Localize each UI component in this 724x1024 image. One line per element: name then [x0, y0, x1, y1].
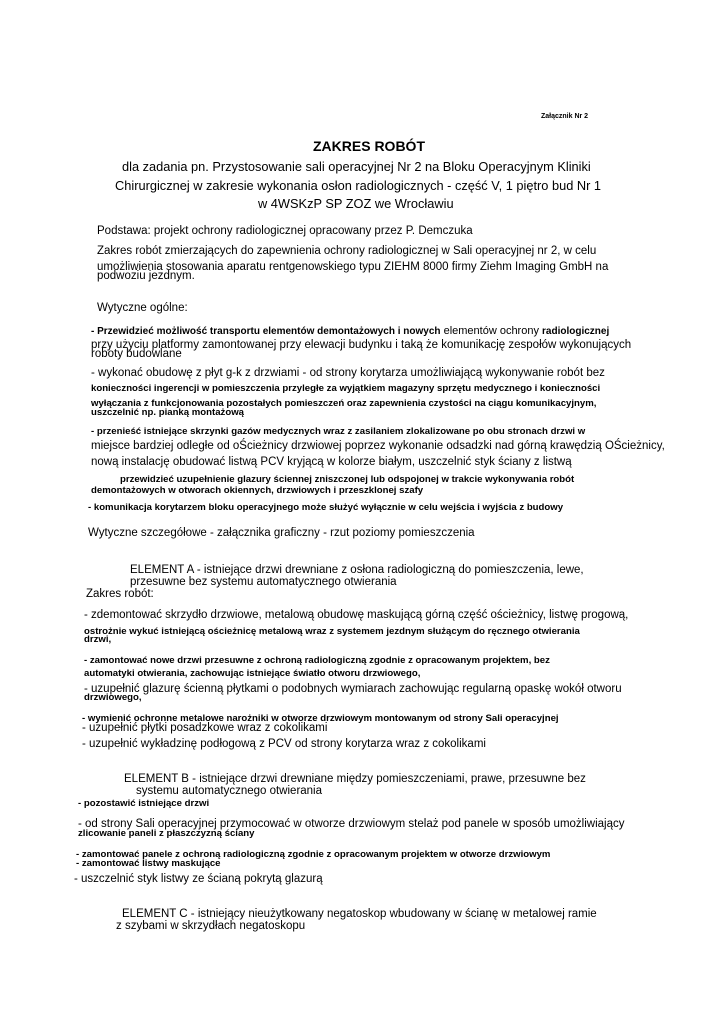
general-point-2-line-1: - wykonać obudowę z płyt g-k z drzwiami - od strony korytarza umożliwiającą wykonywanie robót bez — [91, 367, 605, 379]
element-a-item-2-line-2: drzwi, — [84, 634, 112, 645]
general-point-3-line-3: nową instalację obudować listwą PCV kryjącą w kolorze białym, uszczelnić styk ściany z listwą — [91, 456, 572, 468]
general-point-2-line-2: konieczności ingerencji w pomieszczenia przyległe za wyjątkiem magazyny sprzętu medycznego i konieczności — [91, 383, 601, 394]
element-a-item-4-line-2: drzwiowego, — [84, 692, 142, 703]
element-a-scope-label: Zakres robót: — [86, 588, 154, 600]
general-point-5: - komunikacja korytarzem bloku operacyjnego może służyć wyłącznie w celu wejścia i wyjścia z budowy — [88, 502, 564, 513]
scope-line-2: umożliwienia stosowania aparatu rentgenowskiego typu ZIEHM 8000 firmy Ziehm Imaging GmbH na — [97, 261, 609, 273]
scope-line-1: Zakres robót zmierzających do zapewnienia ochrony radiologicznej w Sali operacyjnej nr 2, w celu — [97, 245, 597, 257]
element-b-item-4: - zamontować listwy maskujące — [76, 858, 221, 869]
general-point-1-rest: elementów ochrony — [440, 325, 543, 337]
general-point-2-line-3: wyłączania z funkcjonowania pozostałych pomieszczeń oraz zapewnienia czystości na ciągu komunikacyjnym, — [91, 398, 597, 409]
document-title: ZAKRES ROBÓT — [313, 138, 425, 154]
general-point-1-bold: - Przewidzieć możliwość transportu elementów demontażowych i nowych — [91, 326, 441, 337]
element-a-item-5: - wymienić ochronne metalowe narożniki w otworze drzwiowym montowanym od strony Sali operacyjnej — [82, 713, 559, 724]
general-point-2-line-4: uszczelnić np. pianką montażową — [91, 407, 244, 418]
general-point-3-line-2: miejsce bardziej odległe od oŚcieżnicy drzwiowej poprzez wykonanie odsadzki nad górną krawędzią OŚcieżnicy, — [91, 440, 665, 452]
element-a-item-3-line-2: automatyki otwierania, zachowując istniejące światło otworu drzwiowego, — [84, 668, 421, 679]
element-c-line-1: ELEMENT C - istniejący nieużytkowany negatoskop wbudowany w ścianę w metalowej ramie — [122, 908, 597, 920]
scope-line-3: podwoziu jezdnym. — [97, 270, 195, 282]
element-b-item-3: - zamontować panele z ochroną radiologiczną zgodnie z opracowanym projektem w otworze drzwiowym — [76, 849, 551, 860]
element-a-item-1: - zdemontować skrzydło drzwiowe, metalową obudowę maskującą górną część ościeżnicy, listwę progową, — [84, 609, 629, 621]
general-point-4-line-1: przewidzieć uzupełnienie glazury ściennej zniszczonej lub odspojonej w trakcie wykonywania robót — [120, 474, 575, 485]
subtitle-line-2: Chirurgicznej w zakresie wykonania osłon radiologicznych - część V, 1 piętro bud Nr 1 — [115, 178, 602, 193]
general-point-1-line-2: przy użyciu platformy zamontowanej przy elewacji budynku i taką że komunikację zespołów wykonujących — [91, 339, 632, 351]
basis-line: Podstawa: projekt ochrony radiologicznej opracowany przez P. Demczuka — [97, 225, 473, 237]
element-a-item-2-line-1: ostrożnie wykuć istniejącą ościeżnicę metalową wraz z systemem jezdnym służącym do ręcznego otwierania — [84, 626, 580, 637]
element-a-line-2: przesuwne bez systemu automatycznego otwierania — [130, 576, 397, 588]
subtitle-line-1: dla zadania pn. Przystosowanie sali operacyjnej Nr 2 na Bloku Operacyjnym Kliniki — [122, 159, 591, 174]
subtitle-line-3: w 4WSKzP SP ZOZ we Wrocławiu — [258, 196, 454, 211]
detail-heading: Wytyczne szczegółowe - załącznika graficzny - rzut poziomy pomieszczenia — [88, 527, 475, 539]
element-b-line-2: systemu automatycznego otwierania — [136, 785, 323, 797]
element-a-item-4-line-1: - uzupełnić glazurę ścienną płytkami o podobnych wymiarach zachowując regularną opaskę wokół otworu — [84, 683, 622, 695]
attachment-number: Załącznik Nr 2 — [541, 113, 589, 120]
element-b-item-2-line-2: zlicowanie paneli z płaszczyzną ściany — [78, 828, 255, 839]
element-b-item-5: - uszczelnić styk listwy ze ścianą pokrytą glazurą — [74, 873, 323, 885]
general-point-1-bold-2: radiologicznej — [542, 326, 610, 337]
general-point-1-line-1 — [91, 325, 609, 337]
element-b-item-2-line-1: - od strony Sali operacyjnej przymocować w otworze drzwiowym stelaż pod panele w sposób umożliwiający — [78, 818, 625, 830]
element-a-item-7: - uzupełnić wykładzinę podłogową z PCV od strony korytarza wraz z cokolikami — [82, 738, 486, 750]
element-a-item-6: - uzupełnić płytki posadzkowe wraz z cokolikami — [82, 722, 328, 734]
element-b-line-1: ELEMENT B - istniejące drzwi drewniane między pomieszczeniami, prawe, przesuwne bez — [124, 773, 586, 785]
general-point-4-line-2: demontażowych w otworach okiennych, drzwiowych i przeszklonej szafy — [91, 485, 424, 496]
element-b-item-1: - pozostawić istniejące drzwi — [78, 798, 210, 809]
element-c-line-2: z szybami w skrzydłach negatoskopu — [116, 920, 306, 932]
element-a-line-1: ELEMENT A - istniejące drzwi drewniane z osłona radiologiczną do pomieszczenia, lewe, — [130, 564, 584, 576]
general-heading: Wytyczne ogólne: — [97, 302, 188, 314]
element-a-item-3-line-1: - zamontować nowe drzwi przesuwne z ochroną radiologiczną zgodnie z opracowanym projektem, bez — [84, 655, 550, 666]
general-point-3-line-1: - przenieść istniejące skrzynki gazów medycznych wraz z zasilaniem zlokalizowane po obu stronach drzwi w — [91, 426, 586, 437]
general-point-1-line-3: roboty budowlane — [91, 348, 182, 360]
